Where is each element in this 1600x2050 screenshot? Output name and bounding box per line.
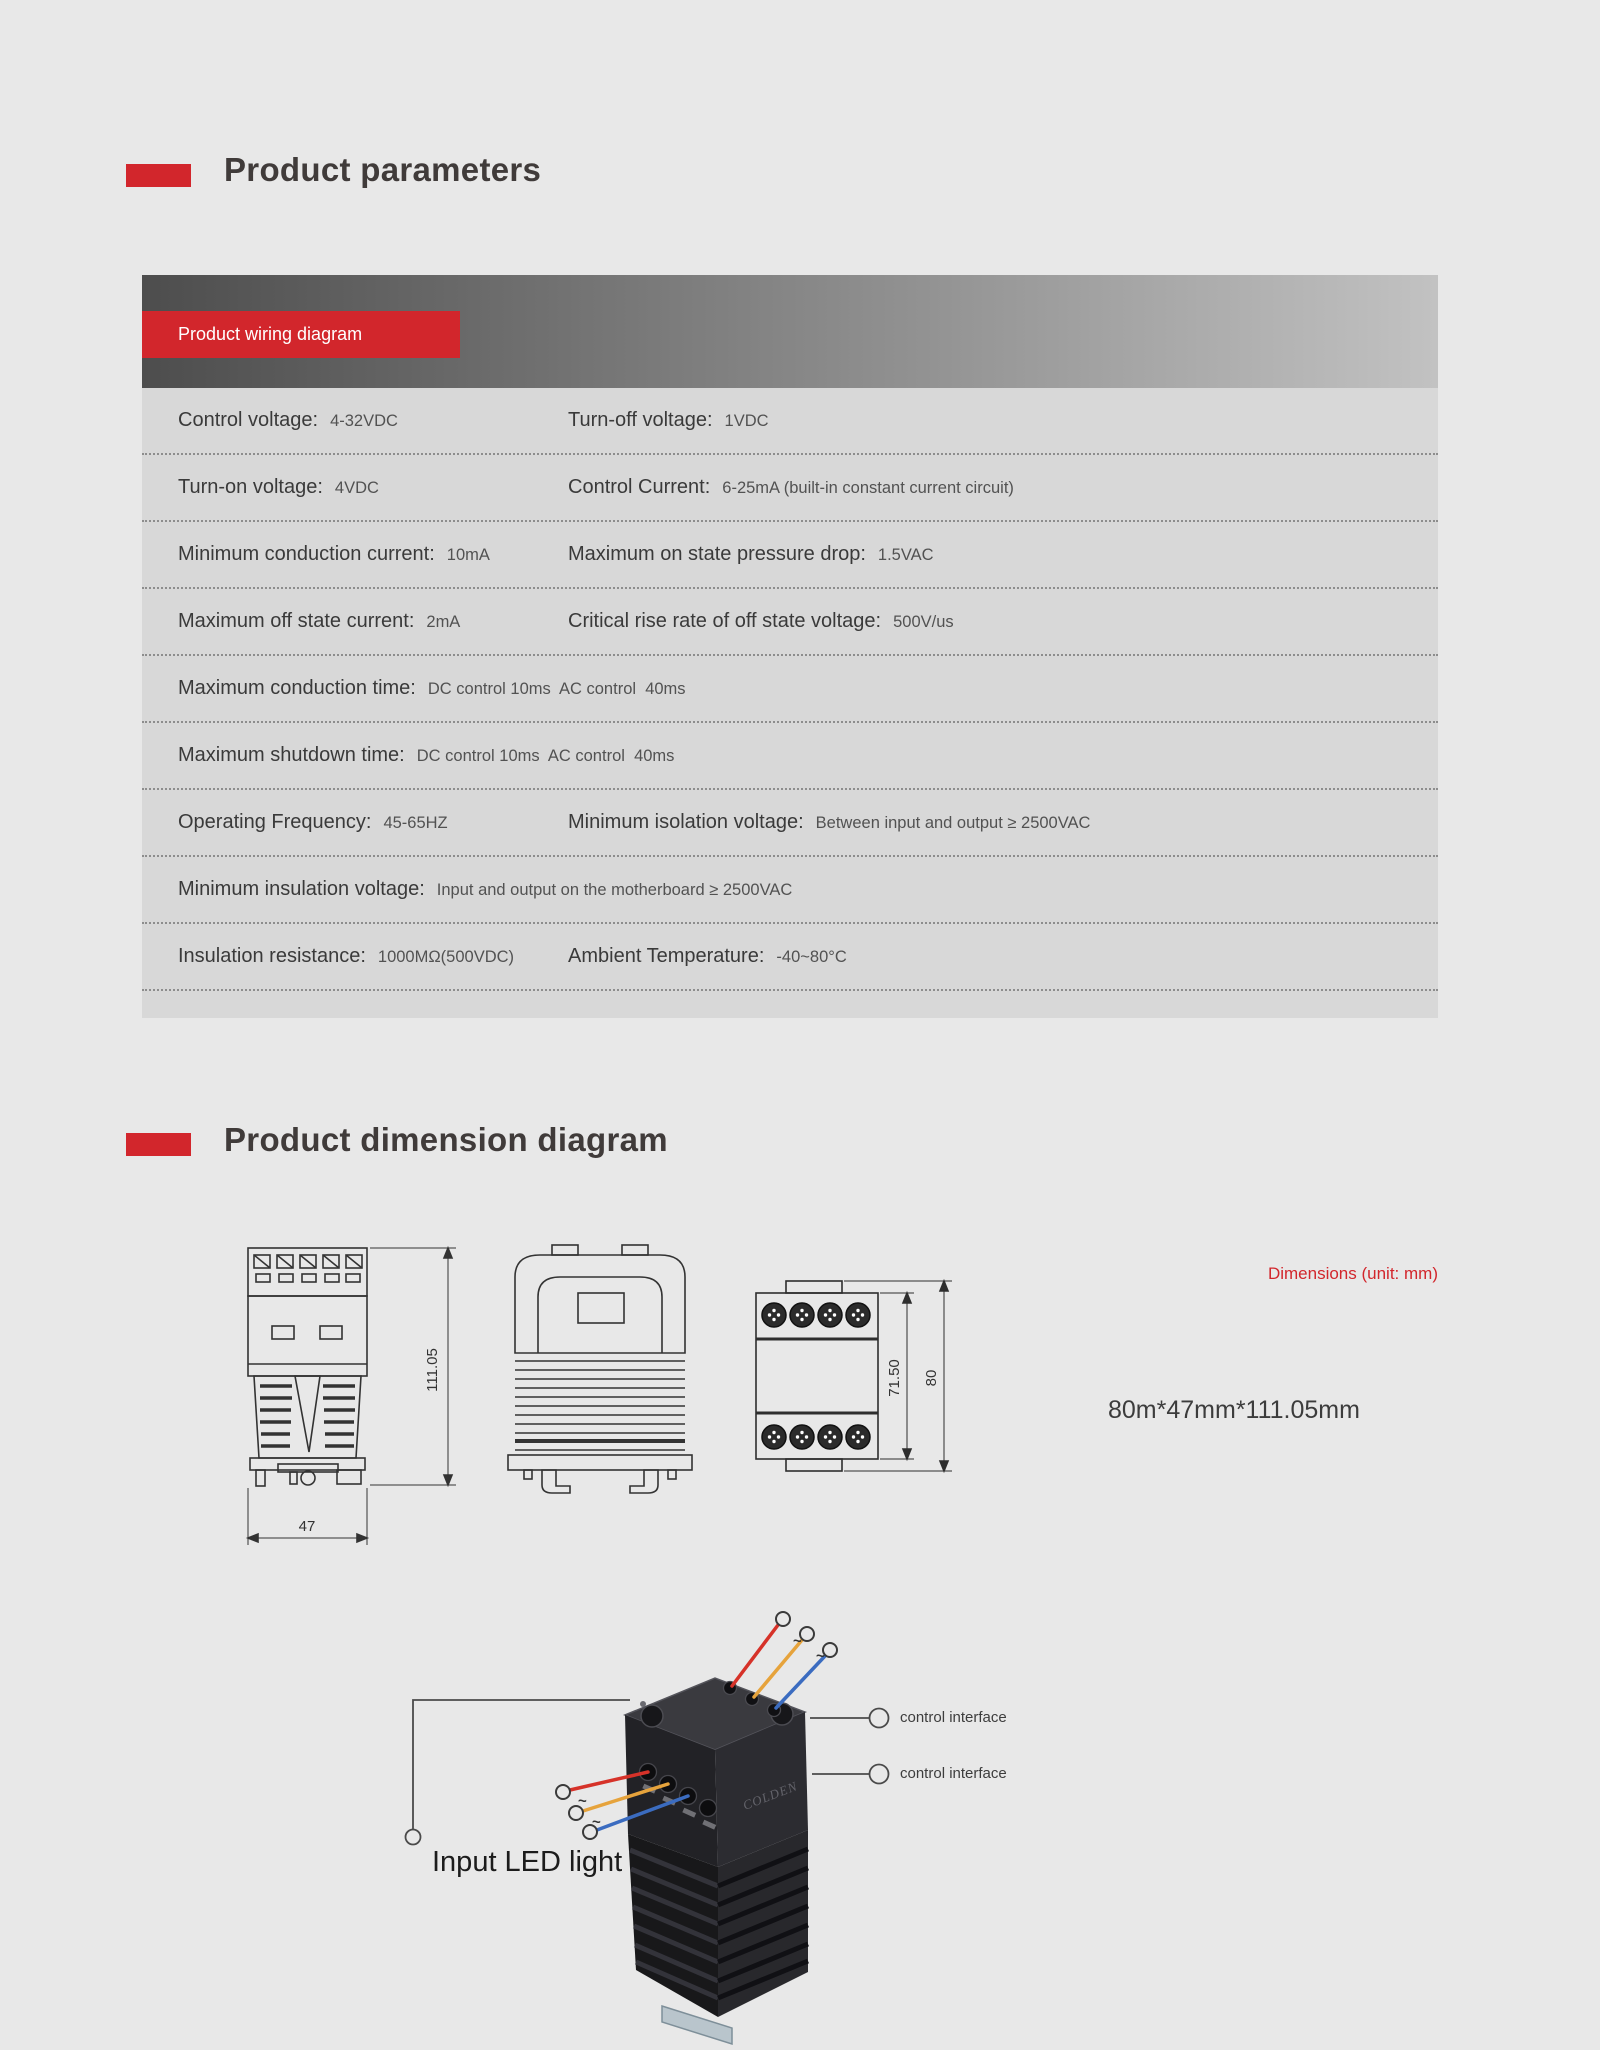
- param-label: Maximum shutdown time:: [178, 744, 405, 766]
- wire-end-terminal: [800, 1627, 814, 1641]
- dim-label-height: 111.05: [424, 1348, 441, 1392]
- wire-end-terminal: [556, 1785, 570, 1799]
- param-value: 1000MΩ(500VDC): [377, 948, 515, 966]
- param-cell: [178, 811, 568, 834]
- table-row: [142, 656, 1438, 723]
- top-screw: [641, 1705, 663, 1727]
- param-label: Control voltage:: [178, 409, 319, 431]
- parameter-rows: [142, 388, 1438, 991]
- param-label: Operating Frequency:: [178, 811, 372, 833]
- param-label: Critical rise rate of off state voltage:: [568, 610, 882, 632]
- brand-logo: COLDEN: [740, 1778, 800, 1813]
- param-value: 4-32VDC: [330, 412, 398, 430]
- param-cell: [178, 476, 568, 499]
- ac-tilde: ~: [592, 1814, 601, 1831]
- param-cell: [178, 409, 568, 432]
- dimensions-unit-note: Dimensions (unit: mm): [1267, 1264, 1438, 1283]
- param-cell: [568, 476, 1420, 499]
- param-value: 1VDC: [724, 412, 769, 430]
- led-callout-circle: [406, 1830, 421, 1845]
- input-led-label: Input LED light: [432, 1846, 623, 1878]
- param-value: 10mA: [446, 546, 490, 564]
- param-label: Insulation resistance:: [178, 945, 366, 967]
- section-title-parameters: Product parameters: [224, 151, 542, 188]
- table-header-band: [142, 275, 1438, 388]
- param-cell: [178, 543, 568, 566]
- param-label: Control Current:: [568, 476, 711, 498]
- param-value: 4VDC: [334, 479, 379, 497]
- param-value: Input and output on the motherboard ≥ 2500VAC: [436, 881, 793, 899]
- param-cell: [178, 945, 568, 968]
- param-label: Turn-on voltage:: [178, 476, 323, 498]
- param-value: 45-65HZ: [383, 814, 448, 832]
- dim-label-width: 47: [298, 1518, 316, 1535]
- param-label: Maximum conduction time:: [178, 677, 416, 699]
- param-cell: [178, 610, 568, 633]
- table-row: [142, 388, 1438, 455]
- param-label: Minimum isolation voltage:: [568, 811, 804, 833]
- param-label: Minimum insulation voltage:: [178, 878, 425, 900]
- param-cell: [178, 878, 1420, 901]
- param-value: Between input and output ≥ 2500VAC: [815, 814, 1091, 832]
- wiring-diagram-tab: Product wiring diagram: [142, 311, 460, 358]
- callout-control-interface-1: control interface: [900, 1709, 1007, 1726]
- param-value: 500V/us: [893, 613, 954, 631]
- param-value: -40~80°C: [776, 948, 847, 966]
- parameters-table: [142, 275, 1438, 1018]
- param-label: Minimum conduction current:: [178, 543, 435, 565]
- wire-end-terminal: [823, 1643, 837, 1657]
- ac-tilde: ~: [793, 1633, 802, 1650]
- terminal-screw: [762, 1303, 786, 1327]
- param-cell: [568, 811, 1420, 834]
- ac-tilde: ~: [816, 1648, 825, 1665]
- param-cell: [178, 677, 1420, 700]
- table-row: [142, 857, 1438, 924]
- control-interface-callout-circle: [870, 1709, 889, 1728]
- param-cell: [178, 744, 1420, 767]
- param-value: DC control 10ms AC control 40ms: [427, 680, 686, 698]
- param-cell: [568, 610, 1420, 633]
- front-view-drawing: [240, 1240, 490, 1560]
- table-row: [142, 790, 1438, 857]
- table-row: [142, 455, 1438, 522]
- ac-tilde: ~: [578, 1793, 587, 1810]
- table-row: [142, 924, 1438, 991]
- dim-label-inner-height: 71.50: [886, 1359, 903, 1397]
- table-row: [142, 723, 1438, 790]
- section-title-dimensions: Product dimension diagram: [224, 1121, 668, 1158]
- section-accent-bar: [126, 1133, 191, 1156]
- param-cell: [568, 409, 1420, 432]
- product-3d-figure: [400, 1600, 930, 2050]
- front-terminal: [700, 1800, 717, 1817]
- param-cell: [568, 543, 1420, 566]
- section-accent-bar: [126, 164, 191, 187]
- param-label: Maximum off state current:: [178, 610, 415, 632]
- param-value: DC control 10ms AC control 40ms: [416, 747, 675, 765]
- overall-dimensions-text: 80m*47mm*111.05mm: [1108, 1396, 1360, 1424]
- param-value: 6-25mA (built-in constant current circuit): [722, 479, 1014, 497]
- control-interface-callout-circle: [870, 1765, 889, 1784]
- dim-label-outer-height: 80: [923, 1369, 940, 1387]
- rear-view-drawing: [752, 1275, 962, 1480]
- param-label: Ambient Temperature:: [568, 945, 765, 967]
- callout-control-interface-2: control interface: [900, 1765, 1007, 1782]
- param-value: 1.5VAC: [877, 546, 934, 564]
- side-view-drawing: [500, 1243, 700, 1505]
- param-label: Maximum on state pressure drop:: [568, 543, 866, 565]
- param-value: 2mA: [426, 613, 461, 631]
- input-led: [640, 1701, 646, 1707]
- param-cell: [568, 945, 1420, 968]
- table-row: [142, 589, 1438, 656]
- table-row: [142, 522, 1438, 589]
- param-label: Turn-off voltage:: [568, 409, 713, 431]
- wire-end-terminal: [776, 1612, 790, 1626]
